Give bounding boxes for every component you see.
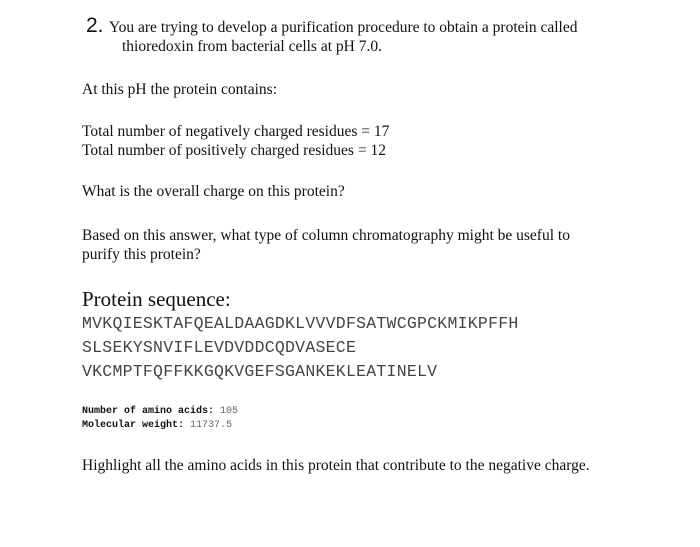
- highlight-instruction: Highlight all the amino acids in this protein that contribute to the negative charge.: [82, 457, 590, 474]
- sequence-line-2: SLSEKYSNVIFLEVDVDDCQDVASECE: [82, 338, 357, 357]
- question-prompt-line-2: thioredoxin from bacterial cells at pH 7.0.: [122, 38, 382, 55]
- positive-residues-count: Total number of positively charged residues = 12: [82, 142, 386, 159]
- question-prompt-line-1: You are trying to develop a purification procedure to obtain a protein called: [109, 19, 578, 36]
- question-number: 2.: [86, 14, 104, 37]
- negative-residues-count: Total number of negatively charged residues = 17: [82, 123, 390, 140]
- molecular-weight-value: 11737.5: [190, 420, 233, 431]
- sequence-line-1: MVKQIESKTAFQEALDAAGDKLVVVDFSATWCGPCKMIKPFFH: [82, 314, 519, 333]
- molecular-weight-label: Molecular weight:: [82, 420, 185, 431]
- amino-acid-count-value: 105: [220, 406, 239, 417]
- sequence-line-3: VKCMPTFQFFKKGQKVGEFSGANKEKLEATINELV: [82, 362, 438, 381]
- amino-acid-count-label: Number of amino acids:: [82, 406, 215, 417]
- molecular-weight: [82, 420, 232, 431]
- ph-statement: At this pH the protein contains:: [82, 81, 278, 98]
- amino-acid-count: [82, 406, 238, 417]
- chromatography-question-line-2: purify this protein?: [82, 246, 201, 263]
- overall-charge-question: What is the overall charge on this protein?: [82, 183, 345, 200]
- sequence-heading: Protein sequence:: [82, 287, 231, 311]
- chromatography-question-line-1: Based on this answer, what type of column chromatography might be useful to: [82, 227, 570, 244]
